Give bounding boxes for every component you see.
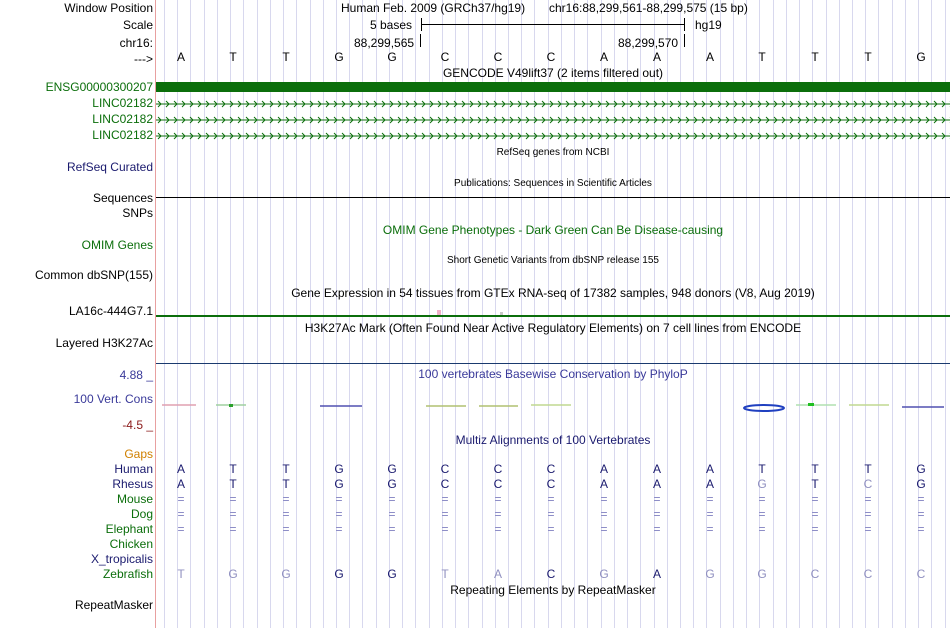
alignment-base: =	[600, 507, 608, 521]
alignment-base: A	[652, 477, 661, 491]
alignment-base: =	[335, 492, 343, 506]
reference-base: A	[705, 50, 714, 64]
reference-base: T	[758, 50, 766, 64]
grid-line	[204, 0, 205, 628]
alignment-base: G	[228, 567, 238, 581]
gaps-label[interactable]: Gaps	[124, 447, 153, 461]
species-label[interactable]: Human	[114, 462, 153, 476]
reference-base: A	[652, 50, 661, 64]
grid-line	[680, 0, 681, 628]
alignment-base: T	[864, 462, 872, 476]
alignment-base: G	[334, 462, 344, 476]
linc-transcript-2[interactable]	[156, 112, 950, 128]
grid-line	[164, 0, 165, 628]
reference-base: T	[811, 50, 819, 64]
alignment-base: C	[440, 462, 450, 476]
alignment-base: =	[229, 507, 237, 521]
h3k27ac-track-title: H3K27Ac Mark (Often Found Near Active Regulatory Elements) on 7 cell lines from ENCODE	[304, 321, 802, 335]
grid-line	[773, 0, 774, 628]
species-label[interactable]: Mouse	[116, 492, 153, 506]
alignment-base: T	[177, 567, 185, 581]
omim-label[interactable]: OMIM Genes	[81, 238, 153, 252]
grid-line	[746, 0, 747, 628]
grid-line	[614, 0, 615, 628]
grid-line	[521, 0, 522, 628]
grid-line	[852, 0, 853, 628]
gencode-item-ensg[interactable]: ENSG00000300207	[45, 80, 153, 94]
grid-line	[323, 0, 324, 628]
alignment-base: T	[441, 567, 449, 581]
alignment-base: G	[757, 567, 767, 581]
reference-base: C	[493, 50, 503, 64]
publications-track-title: Publications: Sequences in Scientific Articles	[454, 178, 652, 189]
species-label[interactable]: Chicken	[109, 537, 153, 551]
gencode-item-linc-2[interactable]: LINC02182	[92, 112, 153, 126]
gencode-track-title: GENCODE V49lift37 (2 items filtered out)	[442, 66, 664, 80]
alignment-base: C	[546, 462, 556, 476]
grid-line	[720, 0, 721, 628]
alignment-base: =	[864, 522, 872, 536]
alignment-base: =	[917, 522, 925, 536]
alignment-base: =	[653, 492, 661, 506]
alignment-base: =	[758, 492, 766, 506]
alignment-base: A	[652, 567, 661, 581]
scale-db-text: hg19	[695, 18, 722, 32]
grid-line	[217, 0, 218, 628]
alignment-base: C	[546, 567, 556, 581]
grid-line	[839, 0, 840, 628]
alignment-base: A	[652, 462, 661, 476]
position-text: chr16:88,299,561-88,299,575 (15 bp)	[549, 1, 748, 15]
grid-line	[640, 0, 641, 628]
dbsnp-label[interactable]: Common dbSNP(155)	[34, 268, 153, 282]
coord-label-left: 88,299,565	[354, 36, 415, 50]
alignment-base: C	[493, 462, 503, 476]
alignment-base: T	[282, 462, 290, 476]
alignment-base: =	[229, 492, 237, 506]
reference-base: G	[387, 50, 397, 64]
grid-line	[310, 0, 311, 628]
alignment-base: =	[811, 522, 819, 536]
alignment-base: =	[811, 507, 819, 521]
repeatmasker-label[interactable]: RepeatMasker	[74, 598, 153, 612]
label-column-divider	[155, 0, 156, 628]
linc-transcript-3[interactable]	[156, 128, 950, 144]
h3k27ac-baseline	[156, 363, 950, 364]
alignment-base: =	[864, 507, 872, 521]
alignment-base: T	[229, 462, 237, 476]
reference-base: T	[282, 50, 290, 64]
reference-base: C	[546, 50, 556, 64]
omim-track-title: OMIM Gene Phenotypes - Dark Green Can Be Disease-causing	[382, 223, 724, 237]
alignment-base: C	[863, 477, 873, 491]
coord-tick-left	[420, 34, 421, 47]
linc-transcript-1[interactable]	[156, 96, 950, 112]
grid-line	[627, 0, 628, 628]
multiz-track-title: Multiz Alignments of 100 Vertebrates	[455, 433, 651, 447]
alignment-base: G	[916, 462, 926, 476]
alignment-base: =	[758, 522, 766, 536]
alignment-base: =	[177, 522, 185, 536]
reference-base: G	[334, 50, 344, 64]
alignment-base: =	[706, 492, 714, 506]
grid-line	[468, 0, 469, 628]
alignment-base: C	[810, 567, 820, 581]
grid-line	[799, 0, 800, 628]
window-position-label: Window Position	[64, 1, 153, 15]
gencode-item-linc-1[interactable]: LINC02182	[92, 96, 153, 110]
sequences-label[interactable]: Sequences	[92, 191, 153, 205]
alignment-base: T	[811, 477, 819, 491]
alignment-base: =	[600, 492, 608, 506]
scale-label: Scale	[122, 18, 153, 32]
alignment-base: =	[864, 492, 872, 506]
alignment-base: C	[546, 477, 556, 491]
alignment-base: A	[705, 477, 714, 491]
alignment-base: T	[811, 462, 819, 476]
alignment-base: A	[599, 462, 608, 476]
alignment-base: =	[547, 507, 555, 521]
grid-line	[362, 0, 363, 628]
alignment-base: =	[282, 492, 290, 506]
coord-label-right: 88,299,570	[618, 36, 679, 50]
alignment-base: =	[388, 522, 396, 536]
alignment-base: =	[917, 492, 925, 506]
grid-line	[826, 0, 827, 628]
dbsnp-track-title: Short Genetic Variants from dbSNP release 155	[447, 255, 659, 266]
alignment-base: =	[494, 522, 502, 536]
reference-base: A	[176, 50, 185, 64]
grid-line	[243, 0, 244, 628]
species-label[interactable]: X_tropicalis	[90, 552, 153, 566]
alignment-base: =	[547, 522, 555, 536]
grid-line	[945, 0, 946, 628]
alignment-base: =	[917, 507, 925, 521]
alignment-base: =	[177, 492, 185, 506]
gtex-label[interactable]: LA16c-444G7.1	[68, 304, 153, 318]
species-label[interactable]: Dog	[130, 507, 153, 521]
gtex-gene-line[interactable]	[156, 315, 950, 317]
alignment-base: C	[440, 477, 450, 491]
alignment-base: =	[388, 507, 396, 521]
grid-line	[561, 0, 562, 628]
reference-base: A	[599, 50, 608, 64]
species-label[interactable]: Elephant	[105, 522, 153, 536]
alignment-base: =	[600, 522, 608, 536]
alignment-base: G	[387, 462, 397, 476]
alignment-base: =	[335, 522, 343, 536]
grid-line	[376, 0, 377, 628]
refseq-track-title: RefSeq genes from NCBI	[496, 147, 610, 158]
reference-base: T	[229, 50, 237, 64]
grid-line	[693, 0, 694, 628]
alignment-base: A	[176, 477, 185, 491]
alignment-base: =	[653, 507, 661, 521]
alignment-base: =	[229, 522, 237, 536]
gtex-track-title: Gene Expression in 54 tissues from GTEx RNA-seq of 17382 samples, 948 donors (V8, Aug 2019)	[291, 286, 815, 300]
alignment-base: =	[441, 522, 449, 536]
reference-base: T	[864, 50, 872, 64]
grid-line	[296, 0, 297, 628]
grid-line	[733, 0, 734, 628]
snps-label[interactable]: SNPs	[122, 206, 153, 220]
alignment-base: G	[334, 477, 344, 491]
grid-line	[270, 0, 271, 628]
alignment-base: =	[441, 507, 449, 521]
alignment-base: C	[916, 567, 926, 581]
alignment-base: A	[705, 462, 714, 476]
alignment-base: =	[653, 522, 661, 536]
alignment-base: =	[547, 492, 555, 506]
scale-bar-left-tick	[421, 18, 422, 31]
alignment-base: A	[599, 477, 608, 491]
grid-line	[349, 0, 350, 628]
scale-bar-right-tick	[684, 18, 685, 31]
alignment-base: T	[229, 477, 237, 491]
repeatmasker-track-title: Repeating Elements by RepeatMasker	[450, 583, 656, 597]
reference-base: C	[440, 50, 450, 64]
alignment-base: =	[335, 507, 343, 521]
grid-line	[905, 0, 906, 628]
grid-line	[931, 0, 932, 628]
grid-line	[534, 0, 535, 628]
alignment-base: G	[387, 567, 397, 581]
phylop-signal[interactable]	[156, 398, 950, 418]
phylop-min-label: -4.5 _	[122, 418, 153, 432]
alignment-base: G	[757, 477, 767, 491]
alignment-base: T	[758, 462, 766, 476]
scale-bases-text: 5 bases	[370, 18, 413, 32]
phylop-max-label: 4.88 _	[119, 368, 153, 382]
refseq-label[interactable]: RefSeq Curated	[66, 160, 153, 174]
phylop-track-title: 100 vertebrates Basewise Conservation by PhyloP	[418, 367, 688, 381]
phylop-label[interactable]: 100 Vert. Cons	[73, 392, 153, 406]
alignment-base: =	[441, 492, 449, 506]
gencode-item-linc-3[interactable]: LINC02182	[92, 128, 153, 142]
linc-intron-lines[interactable]	[156, 96, 950, 144]
grid-line	[587, 0, 588, 628]
alignment-base: G	[334, 567, 344, 581]
grid-line	[786, 0, 787, 628]
alignment-base: =	[494, 492, 502, 506]
alignment-base: G	[281, 567, 291, 581]
h3k27ac-label[interactable]: Layered H3K27Ac	[55, 336, 153, 350]
species-label[interactable]: Rhesus	[112, 477, 153, 491]
alignment-base: =	[758, 507, 766, 521]
alignment-base: A	[176, 462, 185, 476]
grid-line	[574, 0, 575, 628]
alignment-base: G	[599, 567, 609, 581]
alignment-base: =	[494, 507, 502, 521]
grid-line	[455, 0, 456, 628]
grid-line	[482, 0, 483, 628]
alignment-base: G	[387, 477, 397, 491]
grid-line	[667, 0, 668, 628]
alignment-base: =	[282, 507, 290, 521]
alignment-base: T	[282, 477, 290, 491]
chrom-label: chr16:	[119, 36, 153, 50]
grid-line	[508, 0, 509, 628]
grid-line	[892, 0, 893, 628]
grid-line	[429, 0, 430, 628]
alignment-base: =	[388, 492, 396, 506]
alignment-base: A	[493, 567, 502, 581]
grid-line	[402, 0, 403, 628]
grid-line	[878, 0, 879, 628]
gencode-ensg-block[interactable]	[156, 82, 950, 92]
reference-base: G	[916, 50, 926, 64]
sequences-track-line	[156, 197, 950, 198]
alignment-base: C	[493, 477, 503, 491]
alignment-base: =	[706, 522, 714, 536]
alignment-base: G	[705, 567, 715, 581]
strand-arrow-label[interactable]: --->	[134, 52, 153, 66]
species-label[interactable]: Zebrafish	[102, 567, 153, 581]
alignment-base: =	[282, 522, 290, 536]
alignment-base: =	[811, 492, 819, 506]
grid-line	[257, 0, 258, 628]
coord-tick-right	[684, 34, 685, 47]
assembly-text: Human Feb. 2009 (GRCh37/hg19)	[341, 1, 526, 15]
scale-bar	[421, 24, 685, 25]
grid-line	[415, 0, 416, 628]
alignment-base: G	[916, 477, 926, 491]
alignment-base: C	[863, 567, 873, 581]
alignment-base: =	[706, 507, 714, 521]
alignment-base: =	[177, 507, 185, 521]
